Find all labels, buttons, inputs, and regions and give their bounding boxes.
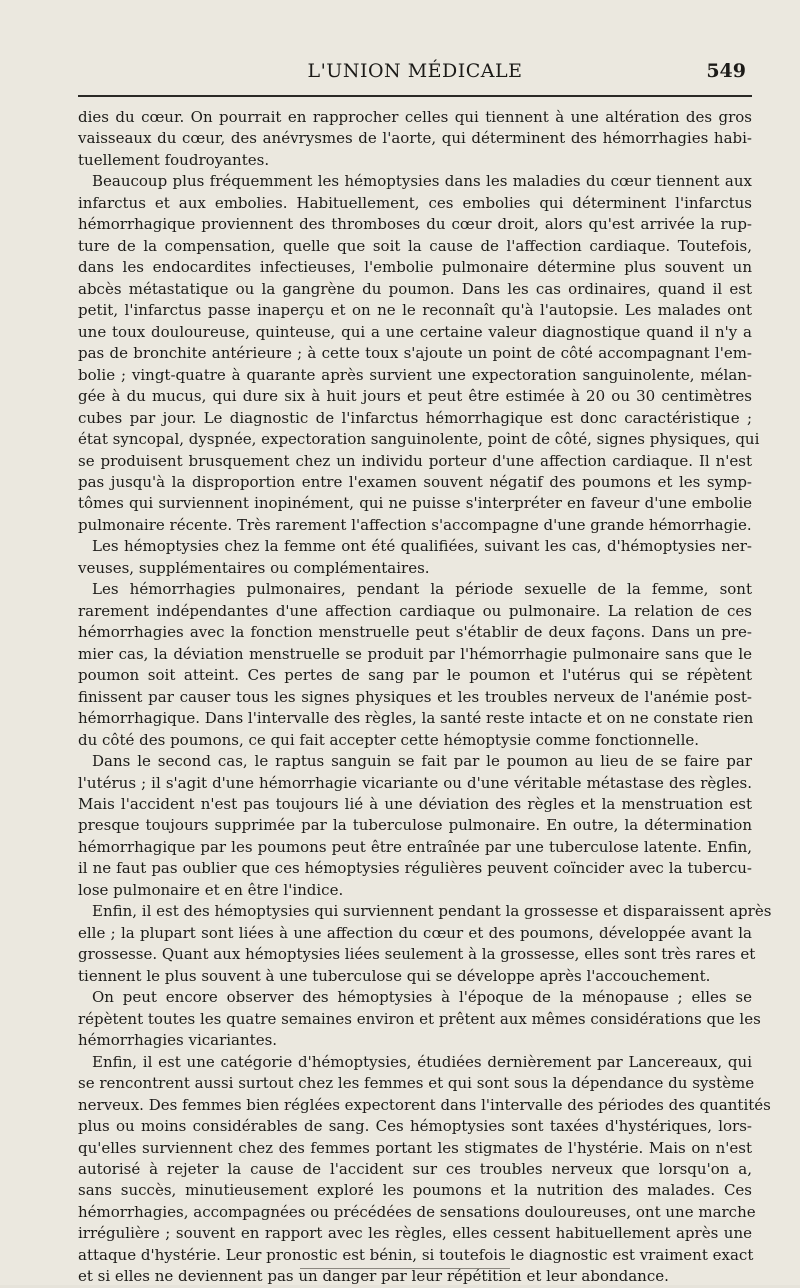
text-line: Enfin, il est une catégorie d'hémoptysies, étudiées dernièrement par Lancereaux, qui: [92, 1052, 752, 1071]
page-number: 549: [706, 60, 746, 82]
text-line: veuses, supplémentaires ou complémentaires.: [78, 558, 430, 577]
paragraph: [78, 1052, 771, 1288]
text-line: état syncopal, dyspnée, expectoration sanguinolente, point de côté, signes physiques, qui: [78, 430, 760, 449]
text-line: attaque d'hystérie. Leur pronostic est bénin, si toutefois le diagnostic est vraiment exact: [78, 1245, 754, 1264]
text-line: répètent toutes les quatre semaines environ et prêtent aux mêmes considérations que les: [78, 1009, 761, 1028]
text-line: et si elles ne deviennent pas un danger par leur répétition et leur abondance.: [78, 1267, 669, 1286]
text-line: il ne faut pas oublier que ces hémoptysies régulières peuvent coïncider avec la tubercu-: [78, 859, 752, 878]
text-line: ture de la compensation, quelle que soit la cause de l'affection cardiaque. Toutefois,: [78, 236, 752, 255]
running-title: L'UNION MÉDICALE: [307, 60, 523, 82]
text-line: hémorrhagique. Dans l'intervalle des règles, la santé reste intacte et on ne constate rien: [78, 709, 754, 728]
text-line: Dans le second cas, le raptus sanguin se fait par le poumon au lieu de se faire par: [92, 752, 752, 771]
text-line: grossesse. Quant aux hémoptysies liées seulement à la grossesse, elles sont très rares et: [78, 945, 756, 964]
paragraph: [78, 751, 752, 901]
text-line: pas jusqu'à la disproportion entre l'examen souvent négatif des poumons et les symp-: [78, 472, 752, 491]
text-line: irrégulière ; souvent en rapport avec les règles, elles cessent habituellement après une: [78, 1224, 752, 1243]
text-line: bolie ; vingt-quatre à quarante après survient une expectoration sanguinolente, mélan-: [78, 365, 752, 384]
text-line: Beaucoup plus fréquemment les hémoptysies dans les maladies du cœur tiennent aux: [92, 172, 752, 191]
page-header: [78, 56, 752, 92]
text-line: vaisseaux du cœur, des anévrysmes de l'aorte, qui déterminent des hémorrhagies habi-: [78, 129, 752, 148]
text-line: se rencontrent aussi surtout chez les femmes et qui sont sous la dépendance du système: [78, 1074, 755, 1093]
article-body: [78, 107, 772, 1288]
text-line: infarctus et aux embolies. Habituellement, ces embolies qui déterminent l'infarctus: [78, 193, 752, 212]
text-line: hémorrhagique par les poumons peut être entraînée par une tuberculose latente. Enfin,: [78, 837, 752, 856]
text-line: dies du cœur. On pourrait en rapprocher celles qui tiennent à une altération des gros: [78, 108, 752, 126]
text-line: qu'elles surviennent chez des femmes portant les stigmates de l'hystérie. Mais on n'est: [78, 1138, 752, 1157]
text-line: sans succès, minutieusement exploré les poumons et la nutrition des malades. Ces: [78, 1181, 752, 1200]
text-line: plus ou moins considérables de sang. Ces hémoptysies sont taxées d'hystériques, lors-: [78, 1117, 752, 1136]
bottom-rule: [300, 1268, 510, 1269]
text-line: Enfin, il est des hémoptysies qui surviennent pendant la grossesse et disparaissent après: [92, 902, 772, 921]
text-line: l'utérus ; il s'agit d'une hémorrhagie vicariante ou d'une véritable métastase des règles.: [78, 773, 752, 792]
text-line: Les hémoptysies chez la femme ont été qualifiées, suivant les cas, d'hémoptysies ner-: [92, 537, 752, 556]
text-line: poumon soit atteint. Ces pertes de sang par le poumon et l'utérus qui se répètent: [78, 666, 752, 685]
text-line: hémorrhagies vicariantes.: [78, 1031, 278, 1050]
text-line: lose pulmonaire et en être l'indice.: [78, 880, 344, 899]
text-line: rarement indépendantes d'une affection cardiaque ou pulmonaire. La relation de ces: [78, 601, 752, 620]
paragraph: [78, 171, 760, 536]
paragraph: [78, 536, 752, 579]
text-line: tiennent le plus souvent à une tuberculose qui se développe après l'accouchement.: [78, 966, 711, 985]
text-line: mier cas, la déviation menstruelle se produit par l'hémorrhagie pulmonaire sans que le: [78, 644, 752, 663]
paragraph: [78, 579, 752, 751]
text-line: se produisent brusquement chez un individu porteur d'une affection cardiaque. Il n'est: [78, 451, 752, 470]
text-line: On peut encore observer des hémoptysies à l'époque de la ménopause ; elles se: [92, 988, 752, 1007]
text-line: nerveux. Des femmes bien réglées expectorent dans l'intervalle des périodes des quantités: [78, 1095, 771, 1114]
text-line: une toux douloureuse, quinteuse, qui a une certaine valeur diagnostique quand il n'y a: [78, 322, 752, 341]
text-line: hémorrhagique proviennent des thromboses du cœur droit, alors qu'est arrivée la rup-: [78, 215, 752, 234]
text-line: pas de bronchite antérieure ; à cette toux s'ajoute un point de côté accompagnant l'em-: [78, 344, 752, 363]
text-line: gée à du mucus, qui dure six à huit jours et peut être estimée à 20 ou 30 centimètres: [78, 387, 752, 406]
text-line: tuellement foudroyantes.: [78, 150, 270, 169]
text-line: finissent par causer tous les signes physiques et les troubles nerveux de l'anémie post-: [78, 687, 752, 706]
header-rule: [78, 95, 752, 97]
paragraph: [78, 107, 752, 171]
text-line: elle ; la plupart sont liées à une affection du cœur et des poumons, développée avant la: [78, 923, 752, 942]
text-line: hémorrhagies avec la fonction menstruelle peut s'établir de deux façons. Dans un pre-: [78, 623, 752, 642]
text-line: abcès métastatique ou la gangrène du poumon. Dans les cas ordinaires, quand il est: [78, 279, 752, 298]
text-line: Mais l'accident n'est pas toujours lié à une déviation des règles et la menstruation est: [78, 795, 752, 813]
text-line: petit, l'infarctus passe inaperçu et on ne le reconnaît qu'à l'autopsie. Les malades ont: [78, 301, 752, 320]
text-line: dans les endocardites infectieuses, l'embolie pulmonaire détermine plus souvent un: [78, 258, 752, 277]
text-line: presque toujours supprimée par la tuberculose pulmonaire. En outre, la détermination: [78, 816, 752, 835]
text-line: pulmonaire récente. Très rarement l'affection s'accompagne d'une grande hémorrhagie.: [78, 515, 752, 534]
text-line: hémorrhagies, accompagnées ou précédées de sensations douloureuses, ont une marche: [78, 1202, 756, 1221]
text-line: du côté des poumons, ce qui fait accepter cette hémoptysie comme fonctionnelle.: [78, 730, 700, 749]
text-line: tômes qui surviennent inopinément, qui ne puisse s'interpréter en faveur d'une embolie: [78, 494, 752, 513]
paragraph: [78, 901, 772, 987]
paragraph: [78, 987, 761, 1051]
text-line: autorisé à rejeter la cause de l'accident sur ces troubles nerveux que lorsqu'on a,: [78, 1159, 752, 1178]
text-line: Les hémorrhagies pulmonaires, pendant la période sexuelle de la femme, sont: [92, 580, 752, 599]
text-line: cubes par jour. Le diagnostic de l'infarctus hémorrhagique est donc caractéristique ;: [78, 408, 752, 427]
